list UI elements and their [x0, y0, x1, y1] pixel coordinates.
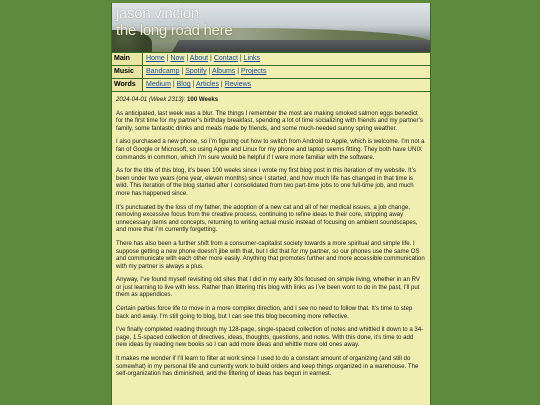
nav-link-medium[interactable]: Medium	[146, 81, 171, 88]
nav-label-main: Main	[112, 53, 143, 65]
nav-separator: |	[181, 68, 184, 75]
banner-road	[172, 40, 430, 52]
nav-separator: |	[172, 81, 175, 88]
nav-separator: |	[220, 81, 223, 88]
post-paragraph: As anticipated, last week was a blur. The things I remember the most are making smoked salmon eggs benedict for the first time for my partner’s birthday breakfast, spending a lot of time socializing with friends and my partner’s family, some fantastic drinks and meals made by friends, and some much-needed sunny spring weather.	[116, 109, 424, 132]
nav-separator: |	[166, 55, 169, 62]
nav-link-albums[interactable]: Albums	[211, 68, 236, 75]
nav-link-blog[interactable]: Blog	[176, 81, 191, 88]
nav-separator: |	[210, 55, 212, 62]
nav-row-music	[112, 65, 430, 78]
post-paragraph: I’ve finally completed reading through my 128-page, single-spaced collection of notes and whittled it down to a 34-page, 1.5-spaced collection of directives, ideas, thoughts, questions, and notes. With this done, it’s time to add new ideas by reading new books so I can add more ideas and whittle more old ones away.	[116, 326, 424, 349]
nav-row-words	[112, 78, 430, 91]
nav-separator: |	[239, 55, 242, 62]
nav-separator: |	[208, 68, 211, 75]
nav-link-bandcamp[interactable]: Bandcamp	[146, 68, 180, 75]
navigation	[112, 52, 430, 92]
nav-separator: |	[186, 55, 189, 62]
nav-link-spotify[interactable]: Spotify	[185, 68, 207, 75]
post-header	[116, 96, 426, 104]
post-paragraph: I also purchased a new phone, so I’m figuring out how to switch from Android to Apple, which is welcome. I’m not a fan of Google or Microsoft, so using Apple and Linux for my phone and laptop seems fitting. They both have UNIX commands in common, which I’m sure would be helpful if I were more familiar with the software.	[116, 138, 425, 161]
nav-link-reviews[interactable]: Reviews	[224, 81, 252, 88]
nav-links-words	[143, 79, 251, 91]
nav-link-contact[interactable]: Contact	[213, 55, 238, 62]
nav-row-main	[112, 53, 430, 65]
nav-links-music	[143, 66, 266, 78]
nav-separator: |	[237, 68, 240, 75]
nav-link-home[interactable]: Home	[146, 55, 165, 62]
post-paragraph: It makes me wonder if I’ll learn to filter at work since I used to do a constant amount of organizing (and still do somewhat) in my personal life and currently work to build orders and keep things organized in a warehouse. The self-organization has diminished, and the filtering of ideas has begun in earnest.	[116, 355, 419, 378]
post-paragraph: Certain parties force life to move in a more complex direction, and I see no need to follow that. It’s time to step back and away. I’m still going to blog, but I can see this blog becoming more reflective.	[116, 305, 413, 320]
nav-separator: |	[192, 81, 195, 88]
post-paragraph: There has also been a further shift from a consumer-capitalist society towards a more spiritual and simple life. I suppose getting a new phone doesn’t jibe with that, but I did that for my partner, so our phones use the same OS and communicate with each other more easily. Anything that promotes further and more accessible communication with my partner is always a plus.	[116, 239, 425, 270]
page-column	[111, 3, 431, 405]
nav-link-projects[interactable]: Projects	[241, 68, 267, 75]
nav-label-words: Words	[112, 79, 143, 91]
nav-link-articles[interactable]: Articles	[196, 81, 219, 88]
nav-link-about[interactable]: About	[189, 55, 209, 62]
post-title: 100 Weeks	[187, 96, 219, 103]
nav-link-now[interactable]: Now	[170, 55, 185, 62]
post-paragraph: As for the title of this blog, it’s been 100 weeks since I wrote my first blog post in this iteration of my website. It’s been under two years (one year, eleven months) since I started, and how much life has changed in that time is wild. This iteration of the blog started after I consolidated from two part-time jobs to one full-time job, and much more has happened since.	[116, 167, 416, 197]
nav-label-music: Music	[112, 66, 143, 78]
nav-link-links[interactable]: Links	[243, 55, 261, 62]
post-date: 2024-04-01 (Week 2313):	[116, 96, 186, 103]
post-paragraph: Anyway, I’ve found myself revisiting old sites that I did in my early 30s focused on simple living, whether in an RV or just learning to live with less. Rather than littering this blog with links as I’ve been wont to do in the past, I’ll put them as appendices.	[116, 276, 420, 299]
site-name: jason vincion	[116, 5, 199, 22]
site-brand	[116, 5, 232, 39]
nav-links-main	[143, 53, 260, 65]
site-tagline: the long road here	[116, 22, 233, 39]
blog-post	[112, 92, 430, 378]
post-paragraph: It’s punctuated by the loss of my father, the adoption of a new cat and all of her medical issues, a job change, removing excessive focus from the creative process, continuing to refine ideas to their core, stripping away unnecessary items and concepts, returning to writing actual music instead of focusing on ambient soundscapes, and more that I’m currently forgetting.	[116, 203, 418, 234]
header-banner[interactable]	[112, 3, 430, 52]
